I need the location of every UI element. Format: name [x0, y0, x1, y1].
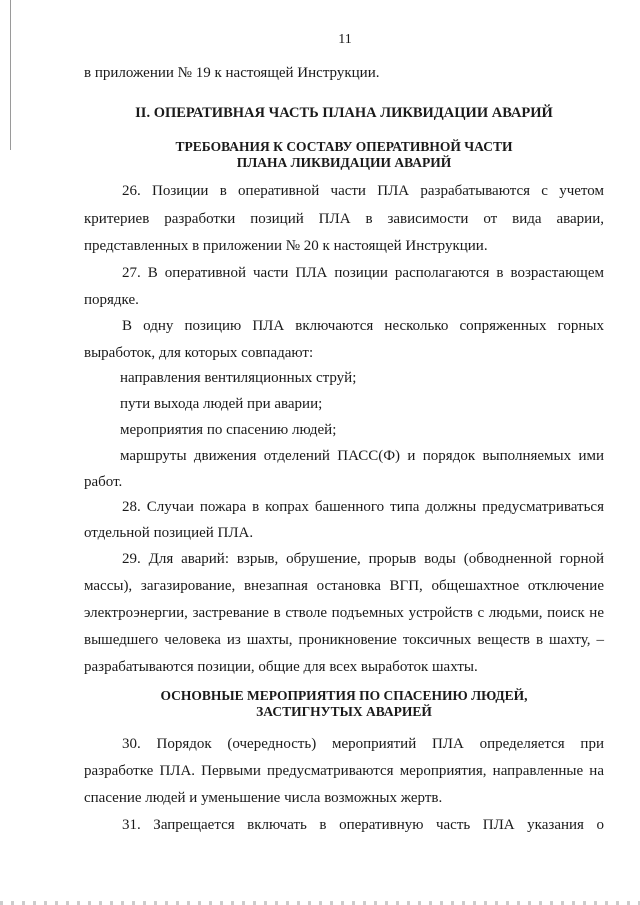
list-item: маршруты движения отделений ПАСС(Ф) и порядок выполняемых ими [120, 448, 604, 464]
text-line: порядке. [84, 292, 139, 308]
text-line: разработке ПЛА. Первыми предусматриваются мероприятия, направленные на [84, 763, 604, 779]
text-line: спасение людей и уменьшение числа возможных жертв. [84, 790, 443, 806]
subheading-composition-line2: ПЛАНА ЛИКВИДАЦИИ АВАРИЙ [236, 155, 452, 170]
list-item: мероприятия по спасению людей; [120, 422, 337, 438]
margin-rule [10, 0, 11, 150]
text-line: в приложении № 19 к настоящей Инструкции. [84, 65, 380, 81]
text-line: В одну позицию ПЛА включаются несколько сопряженных горных [122, 318, 604, 334]
text-line: отдельной позицией ПЛА. [84, 525, 254, 541]
page-number: 11 [338, 32, 352, 47]
text-line: выработок, для которых совпадают: [84, 345, 314, 361]
text-line: 30. Порядок (очередность) мероприятий ПЛА определяется при [122, 736, 604, 752]
text-line: 27. В оперативной части ПЛА позиции располагаются в возрастающем [122, 265, 604, 281]
text-line: 31. Запрещается включать в оперативную часть ПЛА указания о [122, 817, 604, 833]
text-line: электроэнергии, застревание в стволе подъемных устройств с людьми, поиск не [84, 605, 604, 621]
list-item: направления вентиляционных струй; [120, 370, 357, 386]
text-line: 28. Случаи пожара в копрах башенного типа должны предусматриваться [122, 499, 604, 515]
scan-edge [0, 901, 640, 905]
text-line: 29. Для аварий: взрыв, обрушение, прорыв воды (обводненной горной [122, 551, 604, 567]
text-line: разрабатываются позиции, общие для всех выработок шахты. [84, 659, 478, 675]
text-line: 26. Позиции в оперативной части ПЛА разрабатываются с учетом [122, 183, 604, 199]
text-line: массы), загазирование, внезапная остановка ВГП, общешахтное отключение [84, 578, 604, 594]
list-item: пути выхода людей при аварии; [120, 396, 323, 412]
text-line: работ. [84, 474, 123, 490]
text-line: представленных в приложении № 20 к настоящей Инструкции. [84, 238, 488, 254]
subheading-rescue-line1: ОСНОВНЫЕ МЕРОПРИЯТИЯ ПО СПАСЕНИЮ ЛЮДЕЙ, [160, 688, 528, 703]
subheading-rescue-line2: ЗАСТИГНУТЫХ АВАРИЕЙ [256, 704, 432, 719]
text-line: вышедшего человека из шахты, проникновение токсичных веществ в шахту, – [84, 632, 604, 648]
text-line: критериев разработки позиций ПЛА в зависимости от вида аварии, [84, 211, 604, 227]
subheading-composition-line1: ТРЕБОВАНИЯ К СОСТАВУ ОПЕРАТИВНОЙ ЧАСТИ [175, 139, 513, 154]
section-title: II. ОПЕРАТИВНАЯ ЧАСТЬ ПЛАНА ЛИКВИДАЦИИ АВАРИЙ [135, 105, 553, 121]
